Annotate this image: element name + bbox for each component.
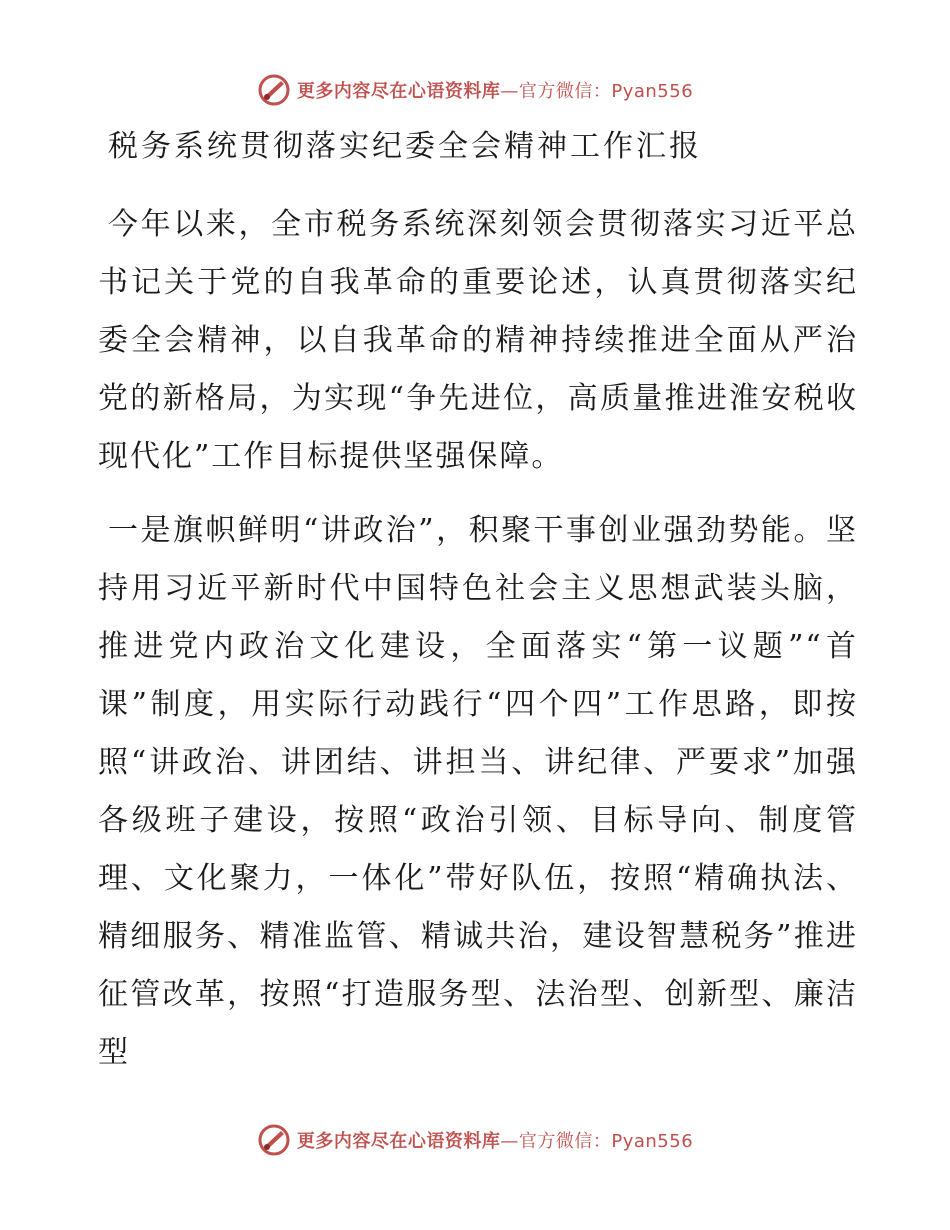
watermark-text: 更多内容尽在心语资料库—官方微信：Pyan556 [296, 81, 694, 102]
header-watermark [0, 70, 950, 110]
body-paragraph-intro: 今年以来，全市税务系统深刻领会贯彻落实习近平总书记关于党的自我革命的重要论述，认真贯彻落实纪委全会精神，以自我革命的精神持续推进全面从严治党的新格局，为实现“争先进位，高质量推进淮安税收现代化”工作目标提供坚强保障。 [98, 207, 858, 474]
watermark-text: 更多内容尽在心语资料库—官方微信：Pyan556 [296, 1131, 694, 1152]
body-paragraph-point-one: 一是旗帜鲜明“讲政治”，积聚干事创业强劲势能。坚持用习近平新时代中国特色社会主义思想武装头脑，推进党内政治文化建设，全面落实“第一议题”“首课”制度，用实际行动践行“四个四”工作思路，即按照“讲政治、讲团结、讲担当、讲纪律、严要求”加强各级班子建设，按照“政治引领、目标导向、制度管理、文化聚力，一体化”带好队伍，按照“精确执法、精细服务、精准监管、精诚共治，建设智慧税务”推进征管改革，按照“打造服务型、法治型、创新型、廉洁型 [98, 513, 858, 1070]
document-title: 税务系统贯彻落实纪委全会精神工作汇报 [108, 129, 702, 164]
footer-watermark [0, 1120, 950, 1160]
brand-logo-icon [257, 73, 291, 107]
brand-logo-icon [257, 1123, 291, 1157]
